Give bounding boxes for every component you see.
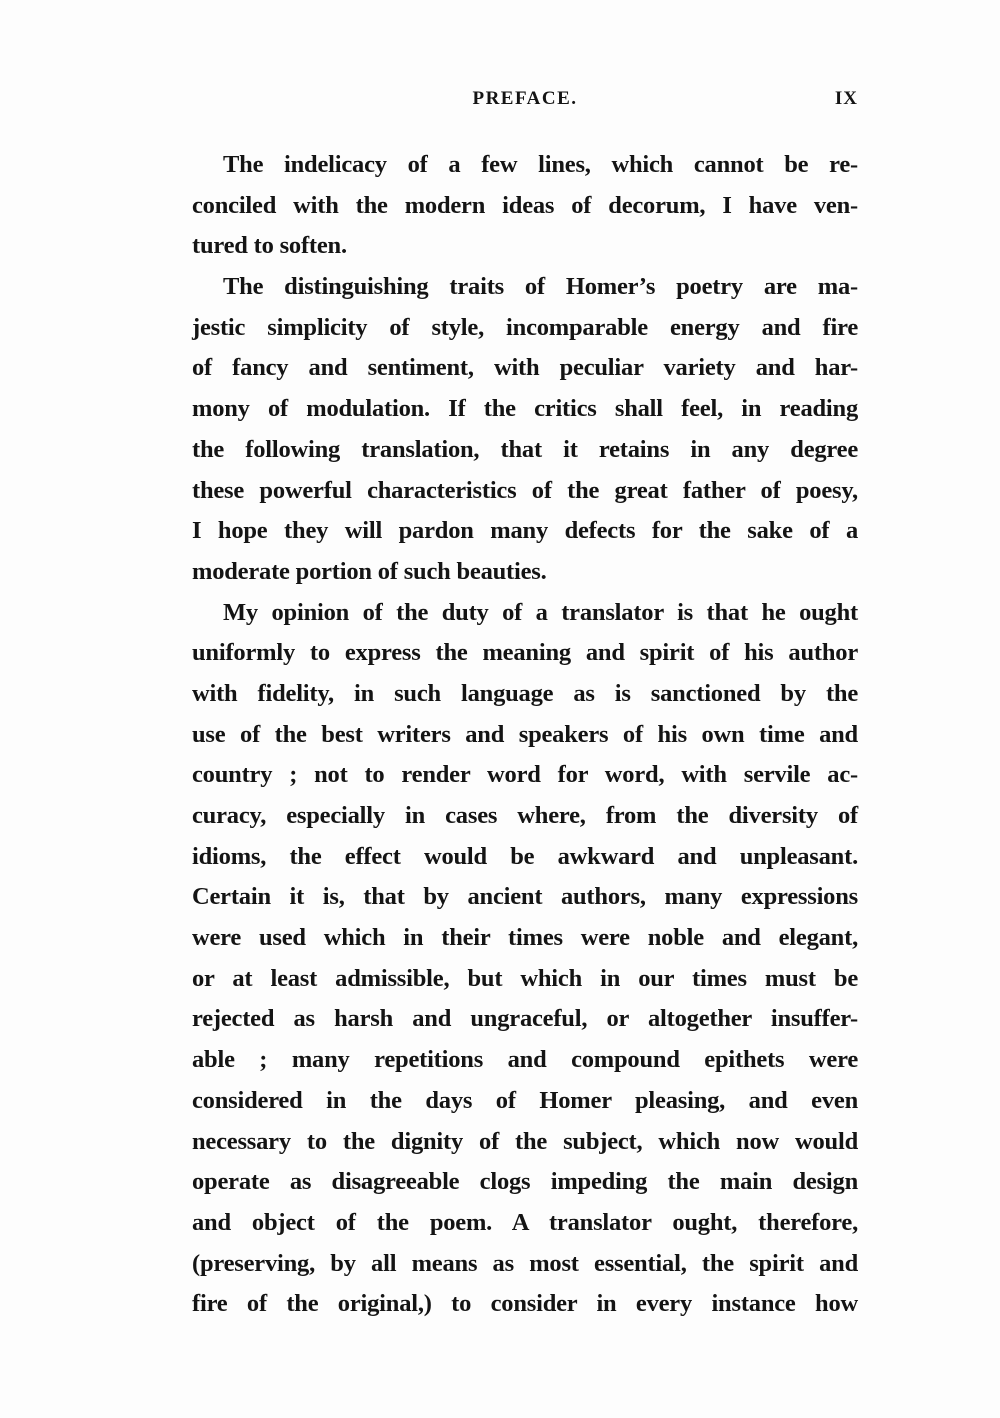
running-head: [192, 88, 858, 118]
paragraph-3-line: fire of the original,) to consider in every instance how: [192, 1290, 858, 1318]
running-title: PREFACE.: [472, 88, 578, 109]
paragraph-3-line: operate as disagreeable clogs impeding the main design: [192, 1168, 858, 1196]
paragraph-3-line: were used which in their times were noble and elegant,: [192, 924, 858, 952]
page-number: IX: [834, 88, 858, 109]
paragraph-3-line: (preserving, by all means as most essential, the spirit and: [192, 1249, 858, 1277]
paragraph-3-line: or at least admissible, but which in our times must be: [192, 964, 858, 992]
paragraph-3-line: considered in the days of Homer pleasing, and even: [192, 1086, 858, 1114]
paragraph-3-line: My opinion of the duty of a translator is that he ought: [223, 598, 858, 626]
paragraph-1-line: tured to soften.: [192, 232, 347, 260]
paragraph-3-line: with fidelity, in such language as is sanctioned by the: [192, 679, 858, 707]
paragraph-3-line: uniformly to express the meaning and spirit of his author: [192, 639, 858, 667]
paragraph-2-line: these powerful characteristics of the great father of poesy,: [192, 476, 858, 504]
paragraph-2-line: moderate portion of such beauties.: [192, 557, 547, 585]
paragraph-3-line: Certain it is, that by ancient authors, many expressions: [192, 883, 858, 911]
paragraph-2-line: the following translation, that it retains in any degree: [192, 435, 858, 463]
paragraph-2-line: The distinguishing traits of Homer’s poetry are ma-: [223, 273, 858, 301]
paragraph-3-line: curacy, especially in cases where, from the diversity of: [192, 802, 858, 829]
paragraph-3-line: and object of the poem. A translator ought, therefore,: [192, 1208, 858, 1236]
paragraph-3-line: necessary to the dignity of the subject, which now would: [192, 1127, 858, 1155]
paragraph-3-line: use of the best writers and speakers of his own time and: [192, 720, 858, 748]
paragraph-2-line: jestic simplicity of style, incomparable energy and fire: [192, 313, 858, 341]
paragraph-2-line: I hope they will pardon many defects for the sake of a: [192, 517, 858, 545]
paragraph-3-line: able ; many repetitions and compound epithets were: [192, 1046, 858, 1074]
paragraph-2-line: mony of modulation. If the critics shall feel, in reading: [192, 395, 858, 423]
paragraph-3-line: country ; not to render word for word, with servile ac-: [192, 761, 858, 789]
paragraph-1-line: conciled with the modern ideas of decorum, I have ven-: [192, 191, 858, 219]
body-text: [192, 145, 858, 1325]
paragraph-3-line: rejected as harsh and ungraceful, or altogether insuffer-: [192, 1005, 858, 1033]
paragraph-1-line: The indelicacy of a few lines, which cannot be re-: [223, 151, 858, 178]
paragraph-2-line: of fancy and sentiment, with peculiar variety and har-: [192, 354, 858, 382]
paragraph-3-line: idioms, the effect would be awkward and unpleasant.: [192, 842, 858, 870]
